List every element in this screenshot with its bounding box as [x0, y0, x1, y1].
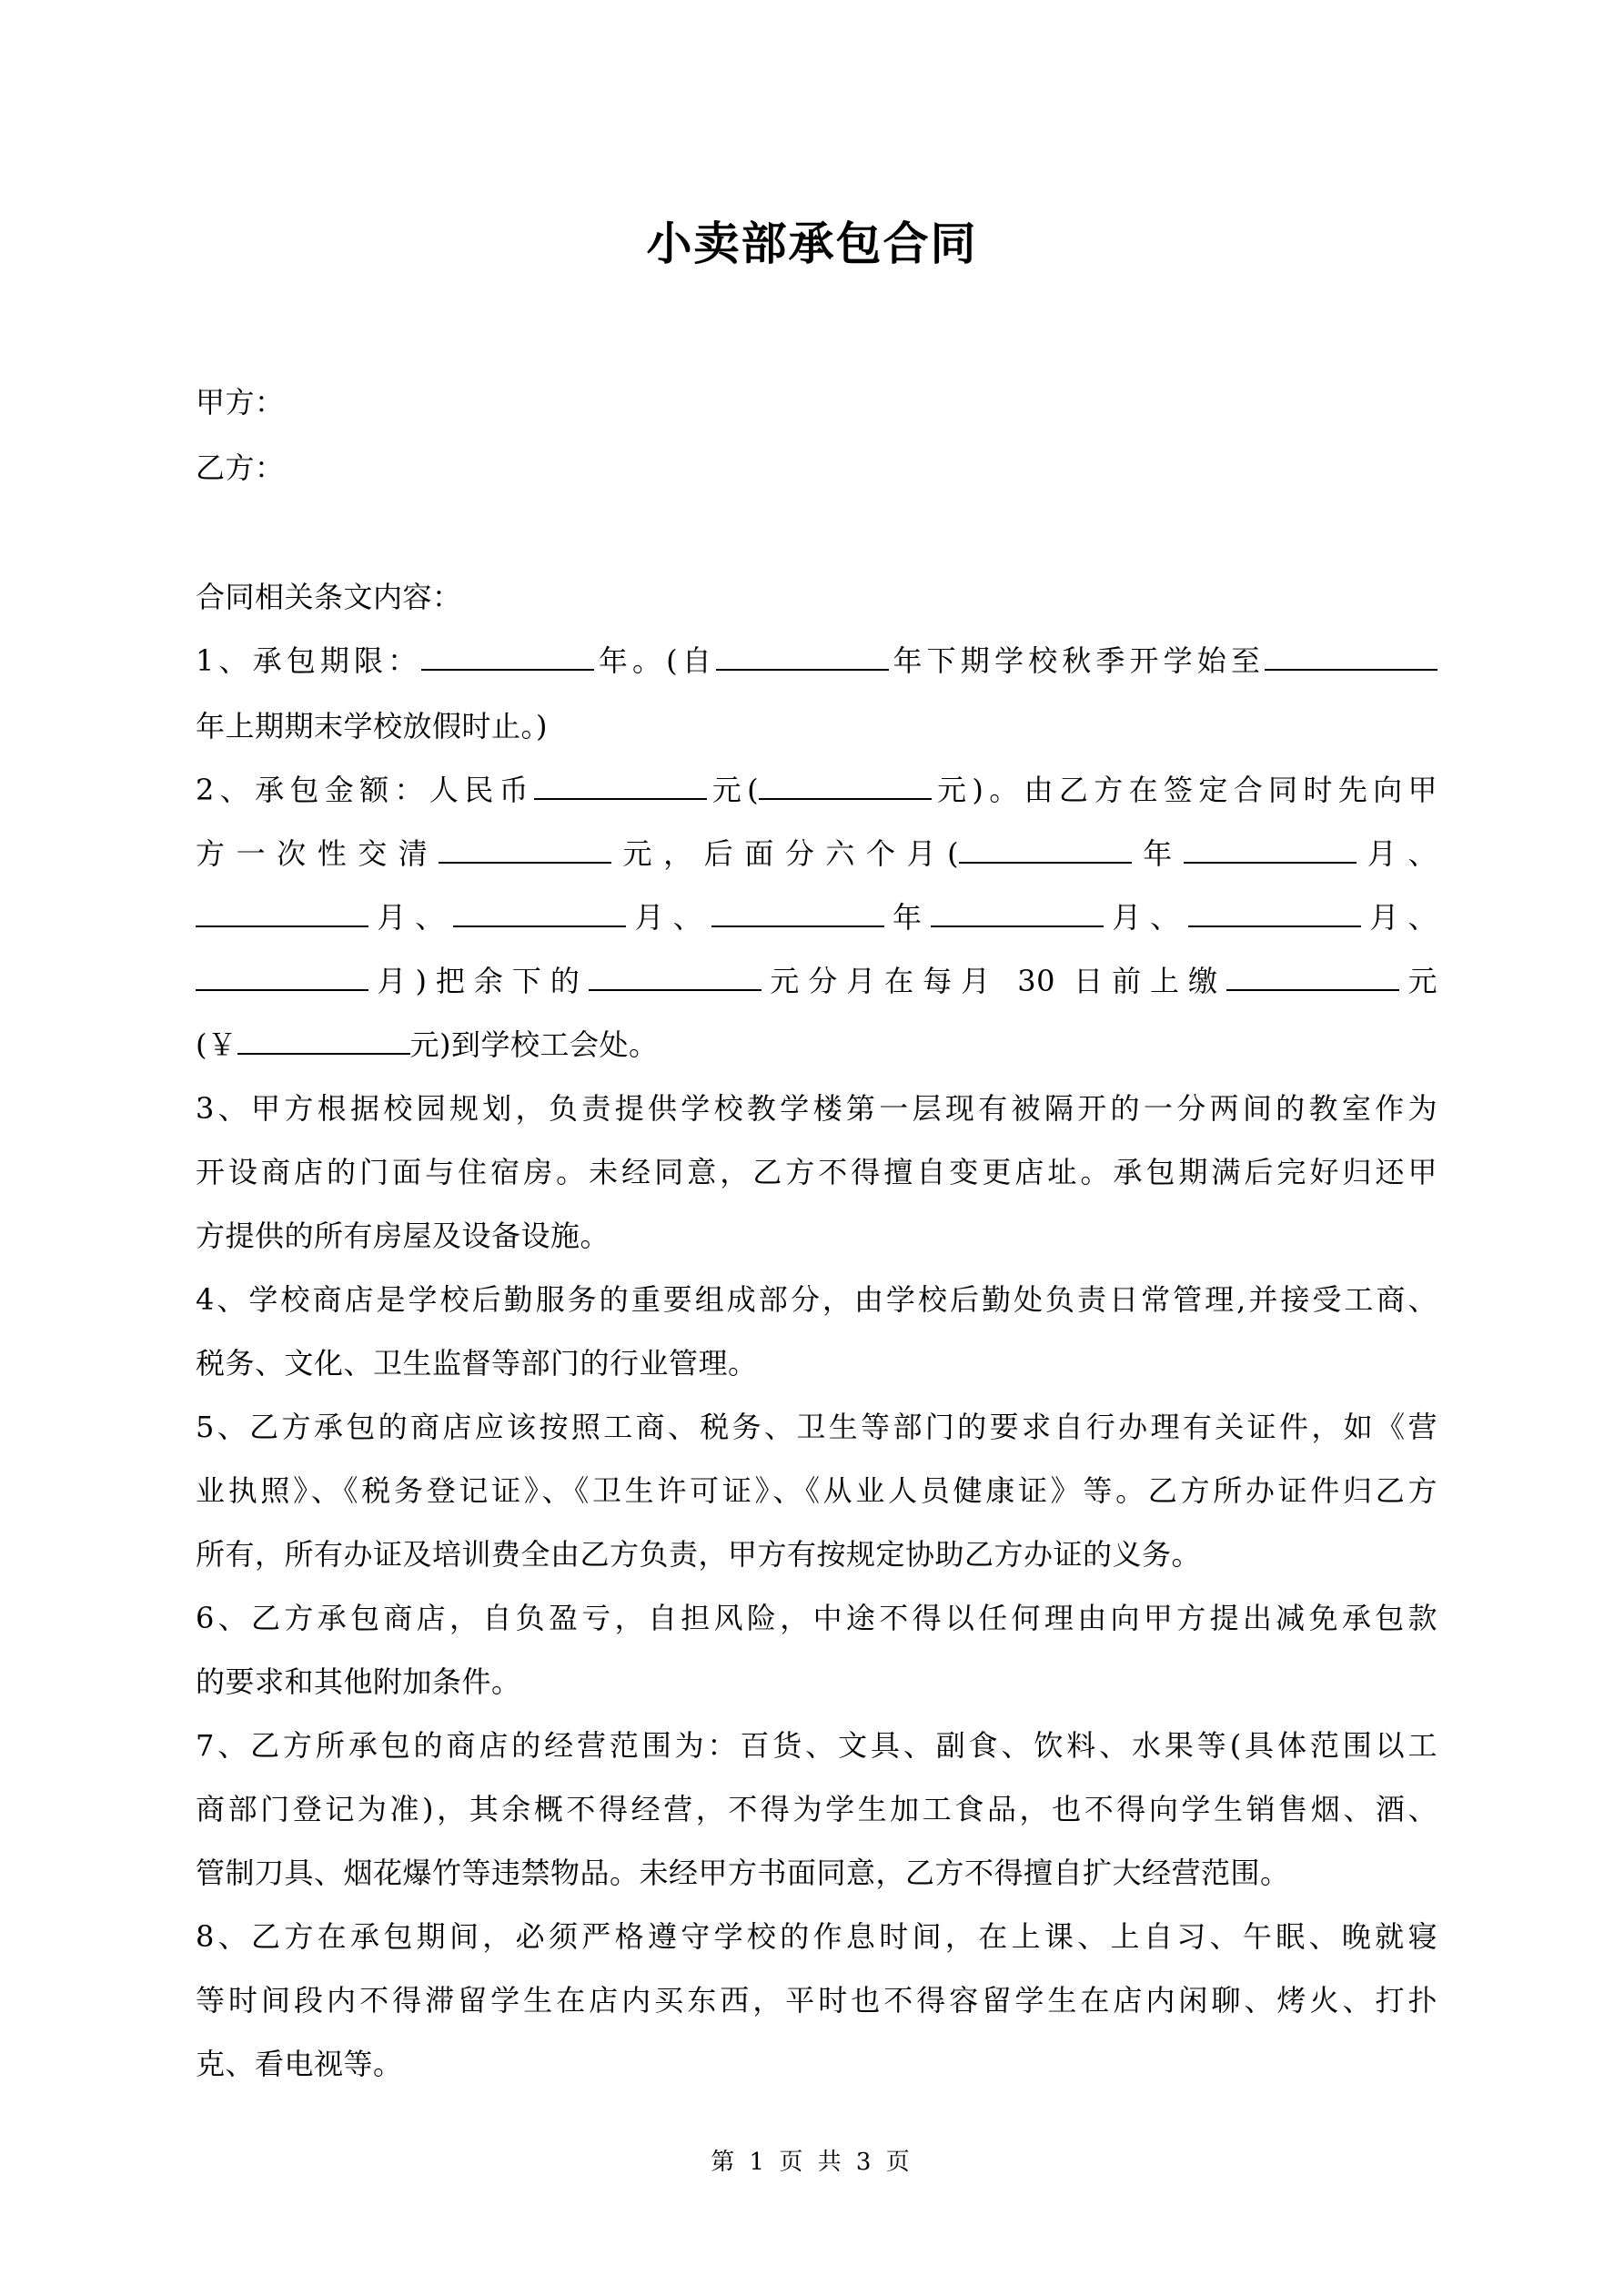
clause-7-line-1: 7、乙方所承包的商店的经营范围为：百货、文具、副食、饮料、水果等(具体范围以工 — [196, 1728, 1437, 1763]
clause-2-line-4 — [196, 961, 1437, 1001]
blank-field[interactable] — [196, 962, 368, 991]
clause-4-line-2: 税务、文化、卫生监督等部门的行业管理。 — [196, 1346, 758, 1381]
clause-text: 月、 — [626, 900, 711, 935]
blank-field[interactable] — [1265, 642, 1437, 671]
clause-1-line-1 — [196, 641, 1437, 681]
clause-5-line-2: 业执照》、《税务登记证》、《卫生许可证》、《从业人员健康证》等。乙方所办证件归乙方 — [196, 1473, 1437, 1508]
party-a-label: 甲方： — [196, 385, 285, 420]
clause-3-line-3: 方提供的所有房屋及设备设施。 — [196, 1219, 610, 1253]
blank-field[interactable] — [931, 898, 1104, 927]
clause-text: 方一次性交清 — [196, 836, 439, 871]
clause-1-line-2: 年上期期末学校放假时止。) — [196, 709, 548, 743]
clause-text: 月、 — [1356, 836, 1437, 871]
blank-field[interactable] — [1184, 834, 1357, 864]
clause-text: 月、 — [1361, 900, 1437, 935]
section-heading: 合同相关条文内容： — [196, 580, 462, 614]
blank-field[interactable] — [534, 771, 707, 800]
clause-3-line-1: 3、甲方根据校园规划，负责提供学校教学楼第一层现有被隔开的一分两间的教室作为 — [196, 1091, 1437, 1126]
clause-4-line-1: 4、学校商店是学校后勤服务的重要组成部分，由学校后勤处负责日常管理,并接受工商、 — [196, 1282, 1437, 1317]
clause-2-line-1 — [196, 770, 1437, 810]
clause-5-line-3: 所有，所有办证及培训费全由乙方负责，甲方有按规定协助乙方办证的义务。 — [196, 1537, 1202, 1572]
clause-text: 月、 — [368, 900, 454, 935]
clause-text: 元分月在每月 30 日前上缴 — [761, 964, 1226, 998]
clause-text: 年下期学校秋季开学始至 — [888, 643, 1265, 678]
document-title: 小卖部承包合同 — [646, 217, 978, 270]
clause-7-line-3: 管制刀具、烟花爆竹等违禁物品。未经甲方书面同意，乙方不得擅自扩大经营范围。 — [196, 1856, 1290, 1890]
clause-8-line-3: 克、看电视等。 — [196, 2047, 403, 2081]
blank-field[interactable] — [421, 642, 594, 671]
clause-text: 年。(自 — [594, 643, 716, 678]
blank-field[interactable] — [439, 834, 611, 864]
clause-text: 元 — [1399, 964, 1437, 998]
blank-field[interactable] — [237, 1026, 410, 1055]
blank-field[interactable] — [711, 898, 884, 927]
clause-text: 元)。由乙方在签定合同时先向甲 — [932, 773, 1437, 807]
blank-field[interactable] — [959, 834, 1132, 864]
clause-text: 元，后面分六个月( — [611, 836, 960, 871]
clause-text: 元( — [706, 773, 760, 807]
page-number-footer: 第 1 页 共 3 页 — [711, 2149, 913, 2176]
clause-text: 年 — [1132, 836, 1184, 871]
clause-2-line-5 — [196, 1025, 1437, 1065]
blank-field[interactable] — [453, 898, 626, 927]
clause-6-line-1: 6、乙方承包商店，自负盈亏，自担风险，中途不得以任何理由向甲方提出减免承包款 — [196, 1601, 1437, 1635]
clause-text: 2、承包金额：人民币 — [196, 773, 534, 807]
clause-text: 元)到学校工会处。 — [409, 1027, 659, 1062]
clause-text: 1、承包期限： — [196, 643, 422, 678]
clause-8-line-2: 等时间段内不得滞留学生在店内买东西，平时也不得容留学生在店内闲聊、烤火、打扑 — [196, 1983, 1437, 2018]
blank-field[interactable] — [716, 642, 889, 671]
clause-7-line-2: 商部门登记为准)，其余概不得经营，不得为学生加工食品，也不得向学生销售烟、酒、 — [196, 1792, 1437, 1826]
clause-2-line-2 — [196, 834, 1437, 874]
clause-6-line-2: 的要求和其他附加条件。 — [196, 1664, 521, 1699]
clause-text: 月)把余下的 — [368, 964, 589, 998]
blank-field[interactable] — [759, 771, 932, 800]
clause-text: 月、 — [1103, 900, 1189, 935]
blank-field[interactable] — [1226, 962, 1399, 991]
clause-2-line-3 — [196, 897, 1437, 937]
blank-field[interactable] — [1188, 898, 1361, 927]
clause-8-line-1: 8、乙方在承包期间，必须严格遵守学校的作息时间，在上课、上自习、午眠、晚就寝 — [196, 1919, 1437, 1954]
party-b-label: 乙方： — [196, 450, 285, 485]
clause-text: (￥ — [196, 1027, 237, 1062]
clause-5-line-1: 5、乙方承包的商店应该按照工商、税务、卫生等部门的要求自行办理有关证件，如《营 — [196, 1410, 1437, 1444]
blank-field[interactable] — [196, 898, 368, 927]
clause-text: 年 — [883, 900, 931, 935]
blank-field[interactable] — [589, 962, 762, 991]
clause-3-line-2: 开设商店的门面与住宿房。未经同意，乙方不得擅自变更店址。承包期满后完好归还甲 — [196, 1155, 1437, 1189]
